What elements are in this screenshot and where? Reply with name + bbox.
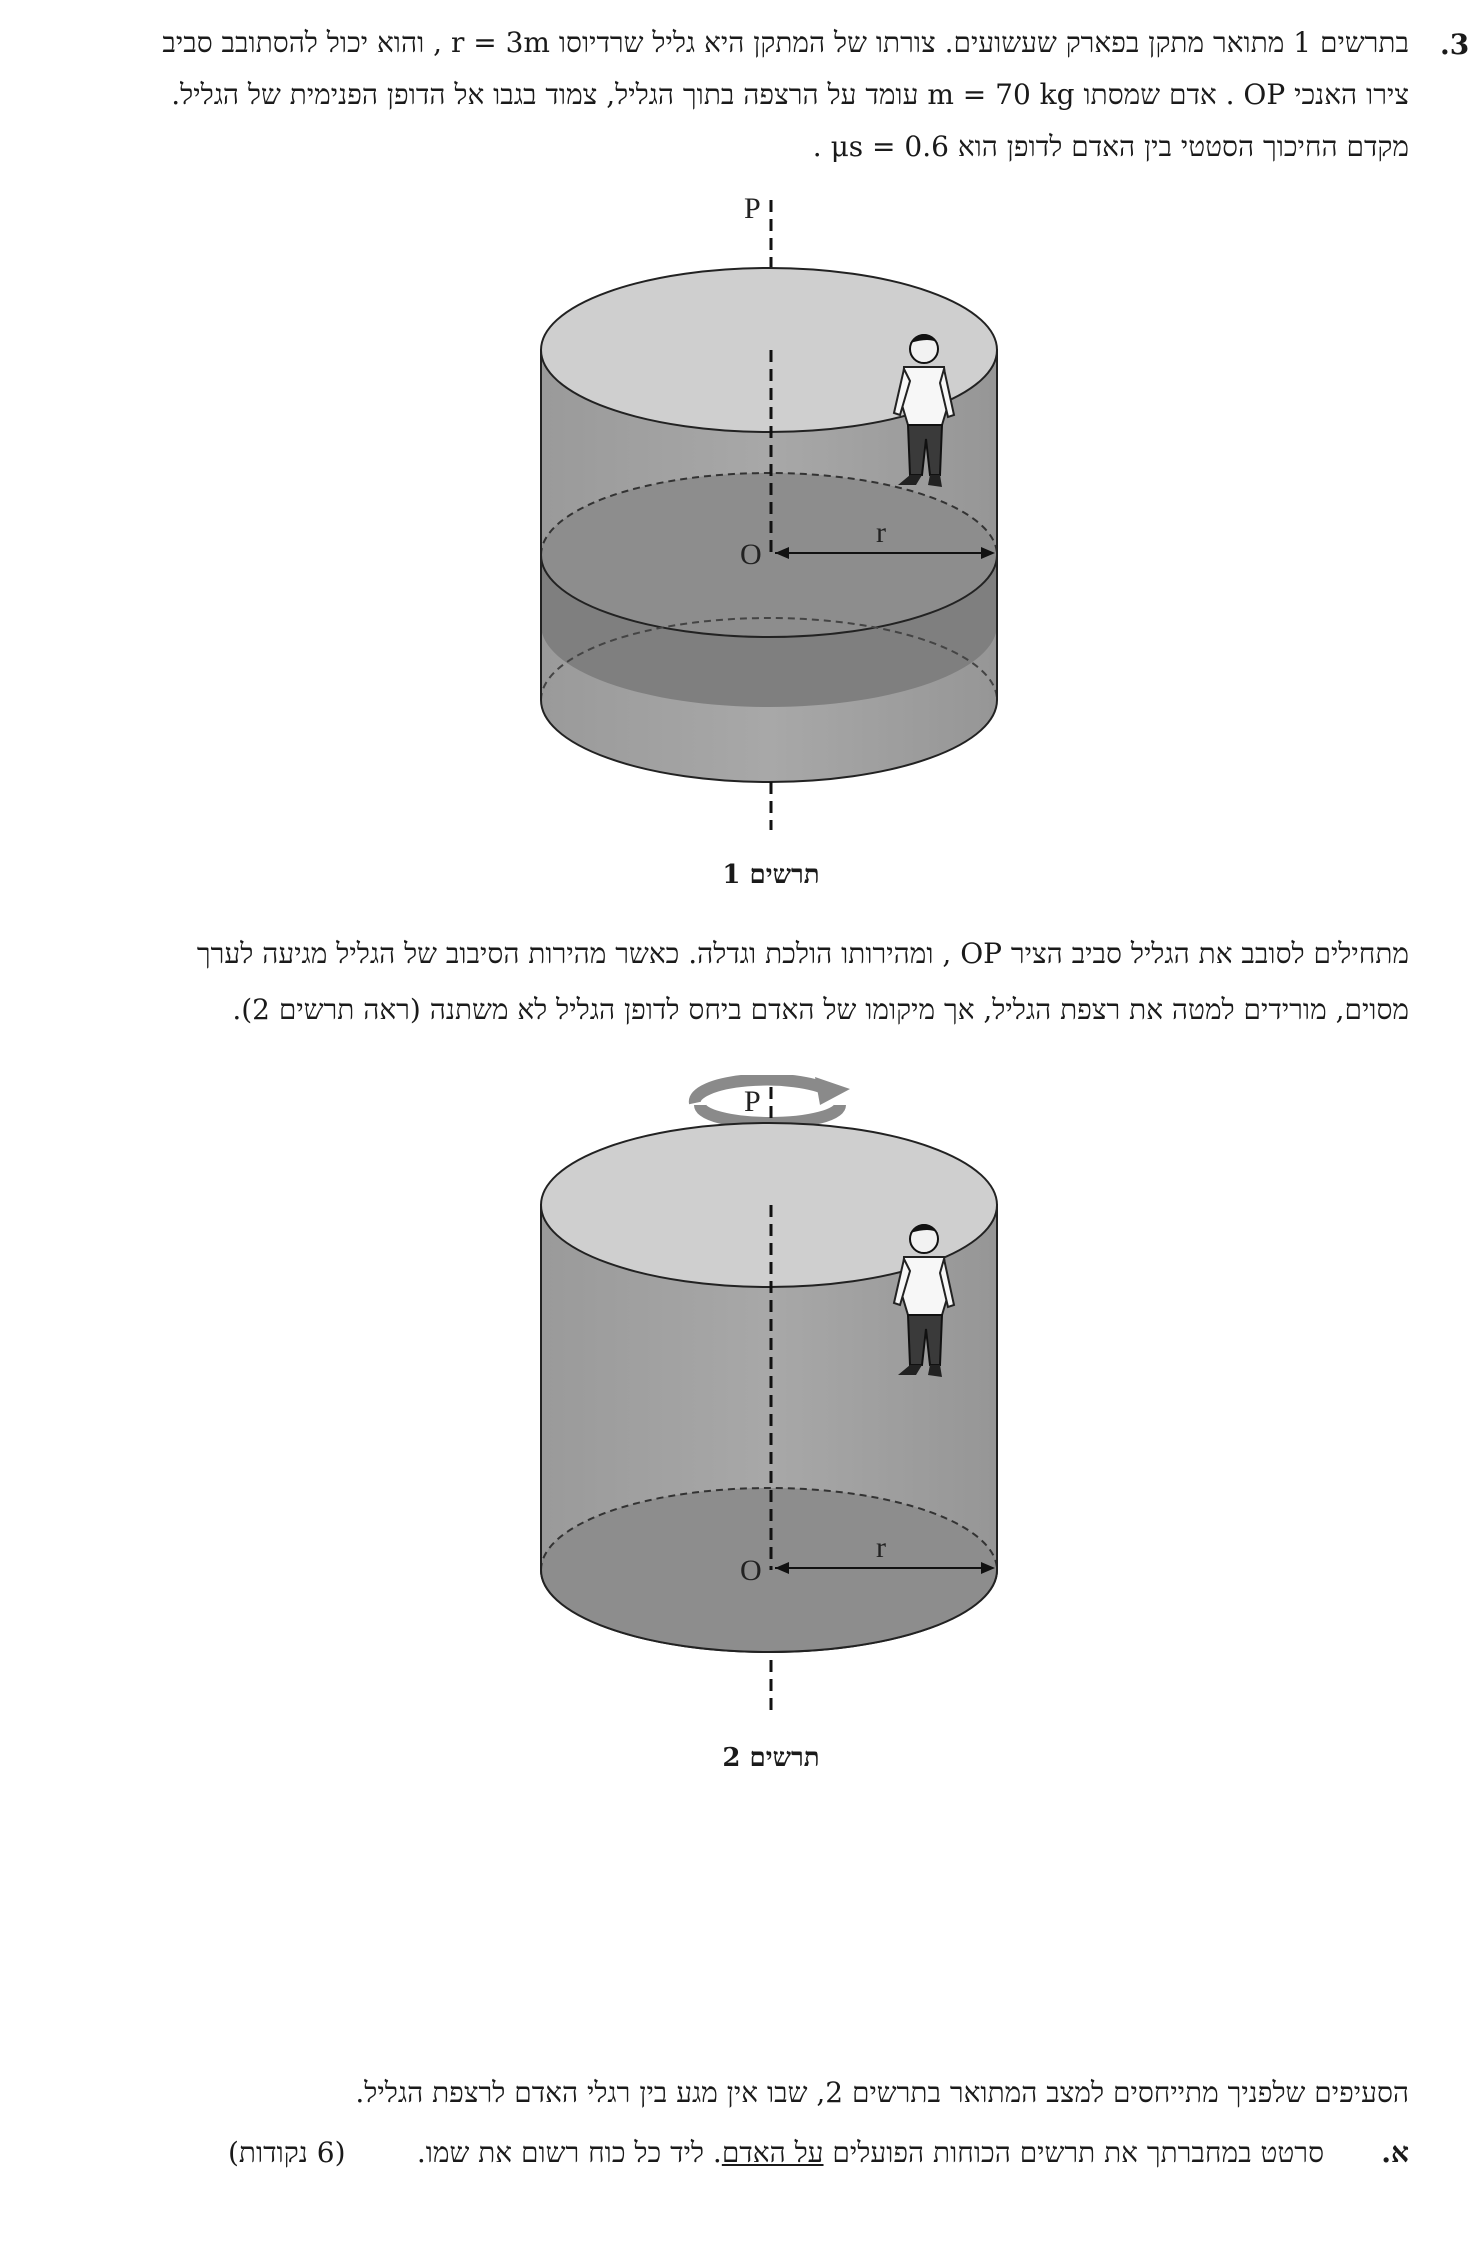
intro-line-2: צירו האנכי OP . אדם שמסתו m = 70 kg עומד על הרצפה בתוך הגליל, צמוד בגבו אל הדופן הפנימית של הגליל.	[171, 78, 1409, 111]
part-a-letter: א.	[1381, 2136, 1409, 2169]
part-a-text-before: סרטט במחברתך את תרשים הכוחות הפועלים	[823, 2136, 1324, 2169]
intro-line-1: בתרשים 1 מתואר מתקן בפארק שעשועים. צורתו של המתקן היא גליל שרדיוסו r = 3m , והוא יכול להסתובב סביב	[162, 26, 1409, 59]
bottom-line: הסעיפים שלפניך מתייחסים למצב המתואר בתרשים 2, שבו אין מגע בין רגלי האדם לרצפת הגליל.	[355, 2076, 1409, 2109]
label-p-2: P	[744, 1085, 761, 1118]
label-o-2: O	[740, 1554, 762, 1587]
part-a-text-after: . ליד כל כוח רשום את שמו.	[416, 2136, 722, 2169]
middle-line-1: מתחילים לסובב את הגליל סביב הציר OP , ומהירותו הולכת וגדלה. כאשר מהירות הסיבוב של הגליל מגיעה לערך	[196, 937, 1409, 970]
part-a-text-underlined: על האדם	[721, 2136, 824, 2169]
label-r: r	[876, 516, 886, 549]
figure-1-cylinder	[0, 170, 1484, 1050]
cylinder-floor-2	[541, 1488, 997, 1652]
figure-1-caption: תרשים 1	[722, 860, 820, 890]
part-a-points: (6 נקודות)	[228, 2136, 346, 2169]
cylinder-floor	[541, 473, 997, 637]
figure-2-caption: תרשים 2	[722, 1743, 820, 1773]
intro-line-3: מקדם החיכוך הסטטי בין האדם לדופן הוא μs = 0.6 .	[812, 130, 1409, 163]
label-o: O	[740, 538, 762, 571]
part-a-text	[417, 2136, 1324, 2170]
middle-line-2: מסוים, מורידים למטה את רצפת הגליל, אך מיקומו של האדם ביחס לדופן הגליל לא משתנה (ראה תרשים 2).	[232, 993, 1409, 1026]
question-number: .3	[1440, 28, 1470, 61]
figure-2-cylinder	[0, 1075, 1484, 1755]
label-r-2: r	[876, 1531, 886, 1564]
label-p: P	[744, 192, 761, 225]
